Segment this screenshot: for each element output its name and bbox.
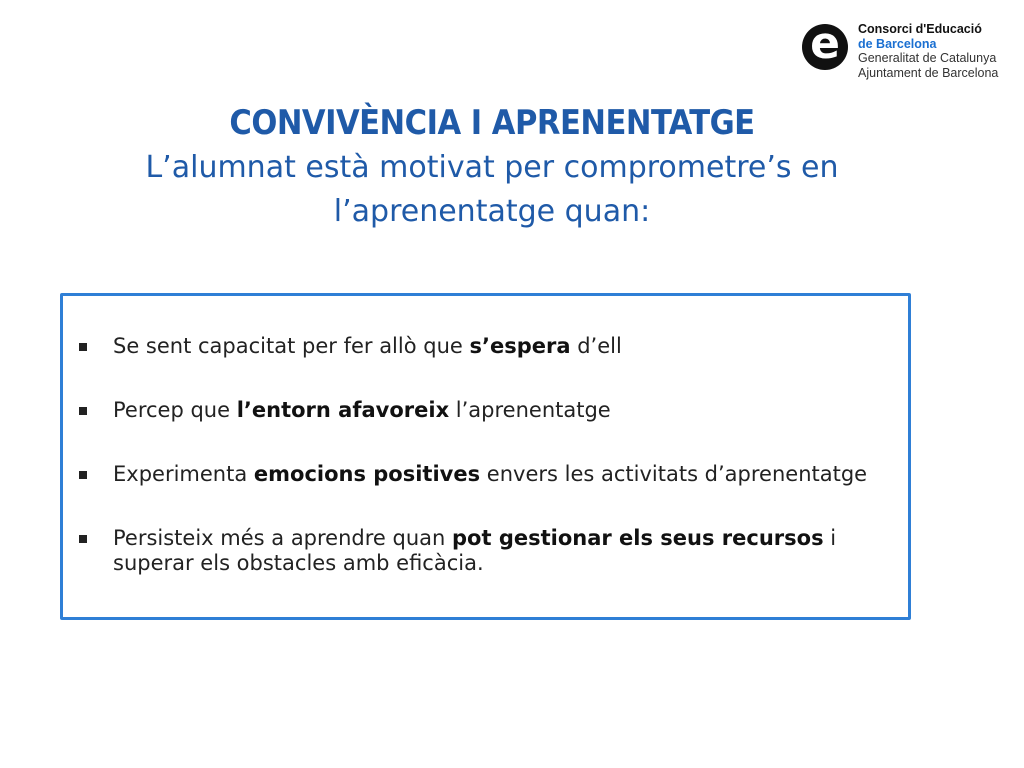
- bullet-box: [60, 293, 911, 620]
- bullet-text: Persisteix més a aprendre quan: [113, 526, 453, 550]
- bullet-item: [79, 334, 909, 359]
- logo-line-ajuntament: Ajuntament de Barcelona: [858, 65, 999, 80]
- logo-line-barcelona: de Barcelona: [858, 36, 937, 51]
- bullet-text: d’ell: [570, 334, 622, 358]
- bullet-emphasis: emocions positives: [253, 462, 481, 486]
- logo-text: [858, 22, 1008, 80]
- bullet-text: Se sent capacitat per fer allò que: [113, 334, 470, 358]
- bullet-emphasis: s’espera: [469, 334, 571, 358]
- square-bullet-icon: [79, 535, 87, 543]
- bullet-text: Percep que: [113, 398, 237, 422]
- square-bullet-icon: [79, 407, 87, 415]
- logo-line-consorci: Consorci d'Educació: [858, 22, 982, 36]
- bullet-text: l’aprenentatge: [449, 398, 611, 422]
- slide-subtitle-line-1: L’alumnat està motivat per comprometre’s en: [145, 150, 839, 185]
- slide-subtitle-line-2: l’aprenentatge quan:: [333, 194, 651, 229]
- bullet-text: Experimenta: [113, 462, 254, 486]
- square-bullet-icon: [79, 343, 87, 351]
- bullet-text: i superar els obstacles amb eficàcia.: [113, 526, 837, 575]
- bullet-item: [79, 462, 909, 487]
- bullet-emphasis: pot gestionar els seus recursos: [452, 526, 824, 550]
- logo-e-icon: e: [802, 24, 848, 70]
- slide-header: [60, 100, 924, 234]
- bullet-item: [79, 526, 909, 576]
- slide-title: CONVIVÈNCIA I APRENENTATGE: [229, 103, 755, 143]
- consorci-logo: [802, 18, 1002, 84]
- bullet-emphasis: l’entorn afavoreix: [236, 398, 450, 422]
- bullet-item: [79, 398, 909, 423]
- bullet-list: [79, 334, 909, 615]
- logo-line-generalitat: Generalitat de Catalunya: [858, 51, 997, 65]
- square-bullet-icon: [79, 471, 87, 479]
- bullet-text: envers les activitats d’aprenentatge: [480, 462, 868, 486]
